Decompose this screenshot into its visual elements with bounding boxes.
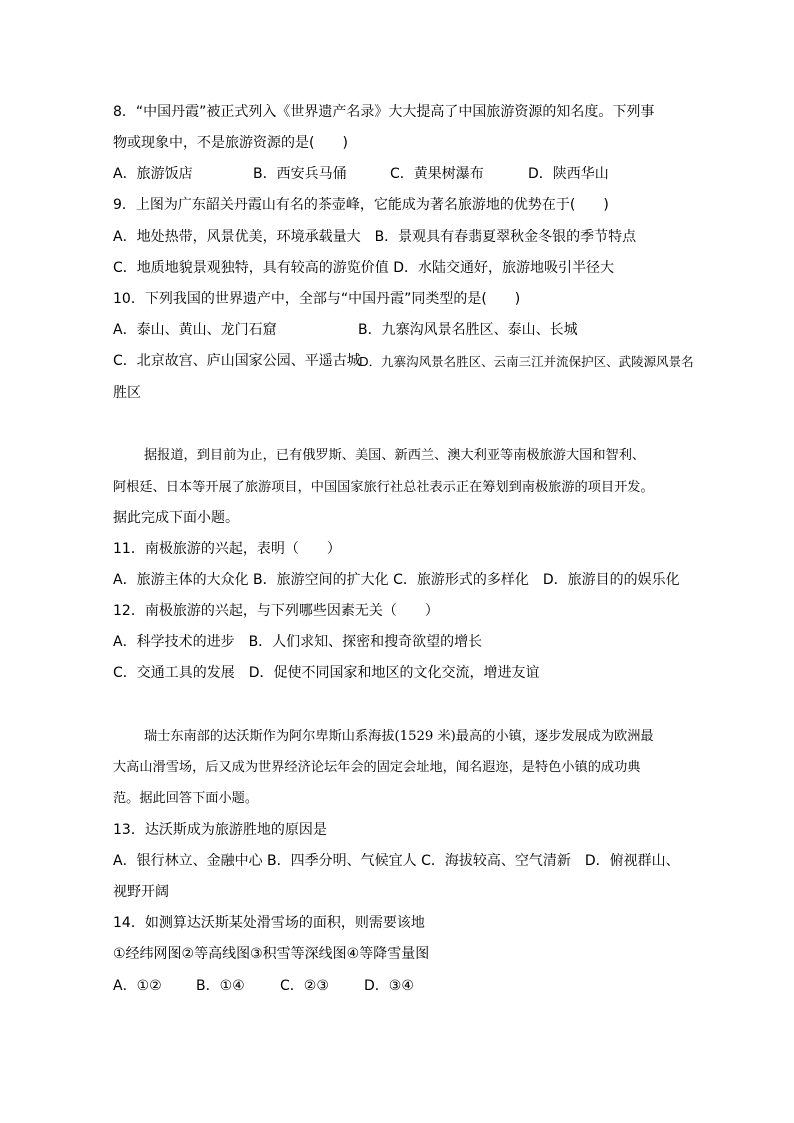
passage1-line1: 据报道，到目前为止，已有俄罗斯、美国、新西兰、澳大利亚等南极旅游大国和智利、 <box>144 448 646 463</box>
q8-option-c: C．黄果树瀑布 <box>390 166 484 182</box>
q10-option-c: C．北京故宫、庐山国家公园、平遥古城 <box>113 353 361 369</box>
q8-option-b: B．西安兵马俑 <box>253 166 347 182</box>
q13-stem: 13．达沃斯成为旅游胜地的原因是 <box>113 822 327 838</box>
q13-options-line2: 视野开阔 <box>113 884 169 900</box>
q13-options-line1: A．银行林立、金融中心 B．四季分明、气候宜人 C．海拔较高、空气清新 D．俯视群山、 <box>113 853 680 869</box>
q9-options-line1: A．地处热带，风景优美，环境承载量大 B．景观具有春翡夏翠秋金冬银的季节特点 <box>113 229 637 245</box>
q10-option-d: D．九寨沟风景名胜区、云南三江并流保护区、武陵源风景名 <box>359 354 694 369</box>
q10-stem: 10．下列我国的世界遗产中，全部与“中国丹霞”同类型的是( ) <box>113 291 521 307</box>
q14-option-b: B．①④ <box>196 978 245 994</box>
q12-options-line2: C．交通工具的发展 D．促使不同国家和地区的文化交流，增进友谊 <box>113 665 540 681</box>
q14-option-a: A．①② <box>113 978 162 994</box>
q8-stem-line2: 物或现象中，不是旅游资源的是( ) <box>113 135 348 151</box>
passage2-line3: 范。据此回答下面小题。 <box>113 791 259 806</box>
q9-stem: 9．上图为广东韶关丹霞山有名的茶壶峰，它能成为著名旅游地的优势在于( ) <box>113 197 609 213</box>
q14-items: ①经纬网图②等高线图③积雪等深线图④等降雪量图 <box>113 946 430 962</box>
passage1-line3: 据此完成下面小题。 <box>113 510 239 526</box>
passage2-line2: 大高山滑雪场，后又成为世界经济论坛年会的固定会址地，闻名遐迩，是特色小镇的成功典 <box>113 760 641 775</box>
q8-option-d: D．陕西华山 <box>528 166 609 182</box>
passage1-line2: 阿根廷、日本等开展了旅游项目，中国国家旅行社总社表示正在筹划到南极旅游的项目开发。 <box>113 480 654 495</box>
q12-options-line1: A．科学技术的进步 B．人们求知、探密和搜奇欲望的增长 <box>113 634 483 650</box>
passage2-line1: 瑞士东南部的达沃斯作为阿尔卑斯山系海拔(1529 米)最高的小镇，逐步发展成为欧洲最 <box>144 729 654 744</box>
q8-stem-line1: 8．“中国丹霞”被正式列入《世界遗产名录》大大提高了中国旅游资源的知名度。下列事 <box>113 104 655 120</box>
q14-stem: 14．如测算达沃斯某处滑雪场的面积，则需要该地 <box>113 915 425 931</box>
q12-stem: 12．南极旅游的兴起，与下列哪些因素无关（ ） <box>113 603 439 619</box>
q9-options-line2: C．地质地貌景观独特，具有较高的游览价值 D．水陆交通好，旅游地吸引半径大 <box>113 260 615 276</box>
q14-option-c: C．②③ <box>280 978 329 994</box>
q14-option-d: D．③④ <box>364 978 414 994</box>
q11-options: A．旅游主体的大众化 B．旅游空间的扩大化 C．旅游形式的多样化 D．旅游目的的娱乐化 <box>113 572 680 588</box>
q10-option-b: B．九寨沟风景名胜区、泰山、长城 <box>358 322 578 338</box>
q8-option-a: A．旅游饭店 <box>113 166 193 182</box>
q10-option-d-cont: 胜区 <box>113 385 141 401</box>
q11-stem: 11．南极旅游的兴起，表明（ ） <box>113 541 341 557</box>
q10-option-a: A．泰山、黄山、龙门石窟 <box>113 322 277 338</box>
